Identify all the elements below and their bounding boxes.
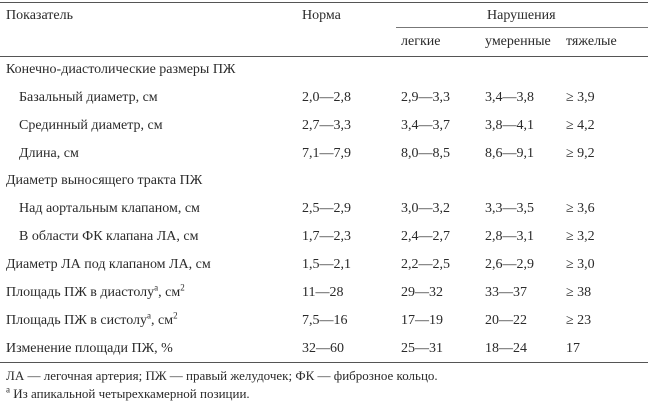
row-label: Диаметр ЛА под клапаном ЛА, см — [6, 257, 211, 272]
header-bottom-rule — [0, 56, 648, 57]
row-norm: 2,0—2,8 — [302, 90, 351, 105]
row-label: Срединный диаметр, см — [19, 118, 163, 133]
row-norm: 1,5—2,1 — [302, 257, 351, 272]
footnote-mark: а — [147, 310, 152, 321]
header-indicator: Показатель — [6, 8, 73, 23]
row-norm: 7,1—7,9 — [302, 146, 351, 161]
row-moderate: 3,3—3,5 — [485, 201, 534, 216]
row-moderate: 20—22 — [485, 313, 527, 328]
row-norm: 2,7—3,3 — [302, 118, 351, 133]
row-moderate: 33—37 — [485, 285, 527, 300]
unit-exponent: 2 — [173, 310, 178, 321]
row-severe: ≥ 3,9 — [566, 90, 595, 105]
row-severe: ≥ 23 — [566, 313, 592, 328]
row-moderate: 8,6—9,1 — [485, 146, 534, 161]
row-label — [6, 282, 185, 301]
row-mild: 2,2—2,5 — [401, 257, 450, 272]
row-severe: ≥ 3,2 — [566, 229, 595, 244]
row-label: Диаметр выносящего тракта ПЖ — [6, 173, 203, 188]
row-label-unit: , см — [158, 285, 181, 300]
row-norm: 2,5—2,9 — [302, 201, 351, 216]
row-label: Над аортальным клапаном, см — [19, 201, 200, 216]
header-moderate: умеренные — [485, 34, 551, 49]
footnote-source — [6, 386, 250, 402]
row-mild: 17—19 — [401, 313, 443, 328]
row-label-unit: , см — [151, 313, 174, 328]
header-severe: тяжелые — [566, 34, 617, 49]
row-severe: 17 — [566, 341, 580, 356]
row-severe: ≥ 9,2 — [566, 146, 595, 161]
footnote-abbreviations: ЛА — легочная артерия; ПЖ — правый желудочек; ФК — фиброзное кольцо. — [6, 368, 438, 383]
row-norm: 7,5—16 — [302, 313, 348, 328]
row-moderate: 18—24 — [485, 341, 527, 356]
row-mild: 8,0—8,5 — [401, 146, 450, 161]
footnote-mark: а — [154, 282, 159, 293]
row-norm: 32—60 — [302, 341, 344, 356]
row-label-text: Площадь ПЖ в диастолу — [6, 285, 155, 300]
header-violations: Нарушения — [487, 8, 556, 23]
row-label — [6, 310, 178, 329]
row-mild: 2,9—3,3 — [401, 90, 450, 105]
row-severe: ≥ 4,2 — [566, 118, 595, 133]
row-label: Базальный диаметр, см — [19, 90, 158, 105]
table-bottom-rule — [0, 362, 648, 363]
row-severe: ≥ 38 — [566, 285, 592, 300]
row-label: В области ФК клапана ЛА, см — [19, 229, 199, 244]
row-mild: 3,0—3,2 — [401, 201, 450, 216]
row-moderate: 3,8—4,1 — [485, 118, 534, 133]
violations-underline — [396, 27, 648, 28]
footnote-source-text: Из апикальной четырехкамерной позиции. — [10, 386, 250, 401]
unit-exponent: 2 — [180, 282, 185, 293]
row-label: Длина, см — [19, 146, 79, 161]
row-mild: 2,4—2,7 — [401, 229, 450, 244]
row-mild: 3,4—3,7 — [401, 118, 450, 133]
row-label: Изменение площади ПЖ, % — [6, 341, 173, 356]
row-severe: ≥ 3,6 — [566, 201, 595, 216]
row-label-text: Площадь ПЖ в систолу — [6, 313, 148, 328]
footnote-mark: а — [6, 384, 10, 395]
top-rule — [0, 2, 648, 3]
row-norm: 1,7—2,3 — [302, 229, 351, 244]
header-norm: Норма — [302, 8, 341, 23]
row-moderate: 2,6—2,9 — [485, 257, 534, 272]
row-moderate: 3,4—3,8 — [485, 90, 534, 105]
row-mild: 25—31 — [401, 341, 443, 356]
header-mild: легкие — [401, 34, 441, 49]
row-norm: 11—28 — [302, 285, 344, 300]
row-label: Конечно-диастолические размеры ПЖ — [6, 62, 236, 77]
row-mild: 29—32 — [401, 285, 443, 300]
row-severe: ≥ 3,0 — [566, 257, 595, 272]
row-moderate: 2,8—3,1 — [485, 229, 534, 244]
